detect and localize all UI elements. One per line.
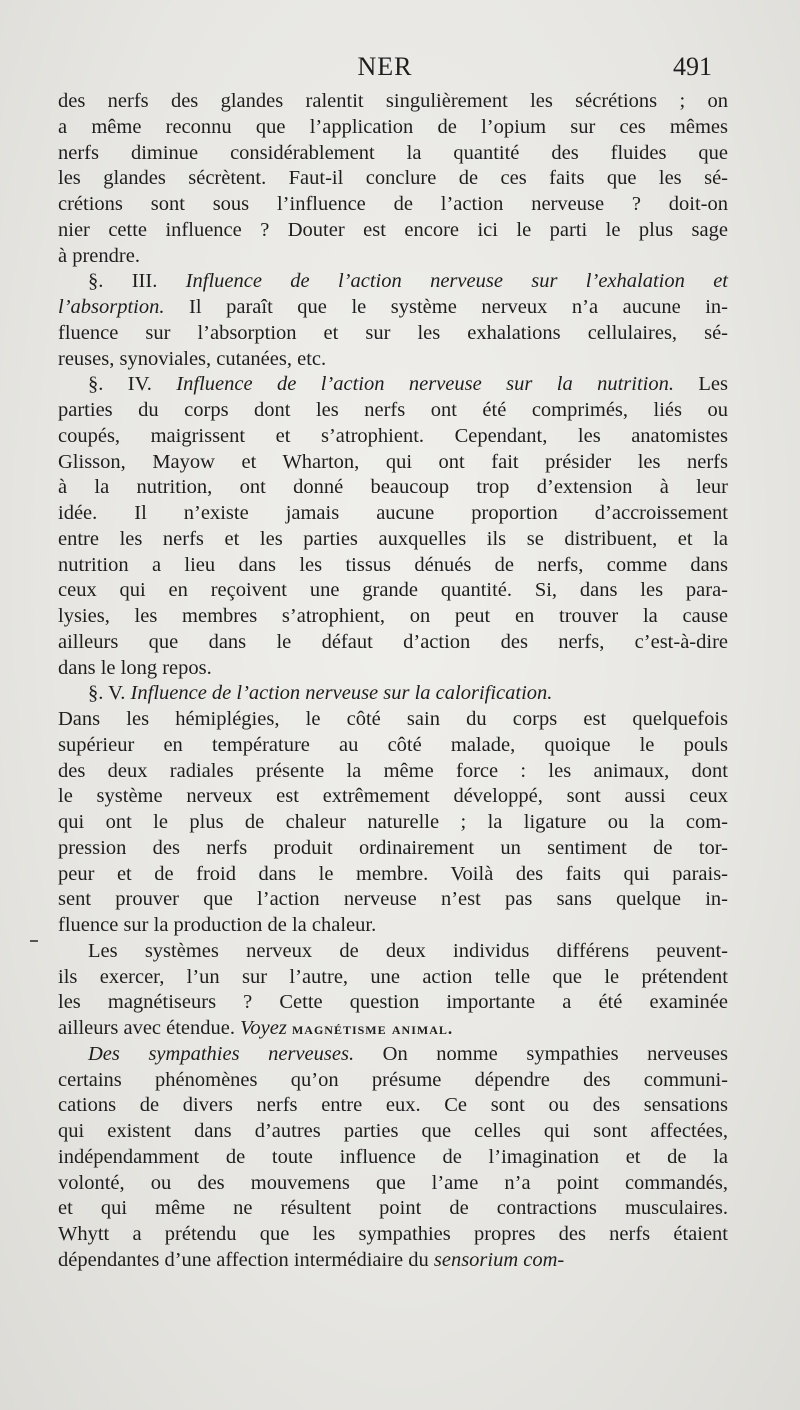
italic-text: Des sympathies nerveuses.	[88, 1042, 355, 1065]
text-segment: peur et de froid dans le membre. Voilà des faits qui parais-	[58, 862, 728, 885]
text-line	[58, 295, 728, 321]
text-line	[58, 475, 728, 501]
text-segment: Les systèmes nerveux de deux individus différens peuvent-	[88, 939, 728, 962]
text-line	[58, 1196, 728, 1222]
text-segment: dans le long repos.	[58, 656, 212, 679]
text-line	[58, 269, 728, 295]
text-segment: nerfs diminue considérablement la quantité des fluides que	[58, 141, 728, 164]
text-line	[58, 321, 728, 347]
text-segment: certains phénomènes qu’on présume dépendre des communi-	[58, 1068, 728, 1091]
text-segment: §. IV.	[88, 373, 177, 396]
text-segment: §. V.	[88, 682, 131, 705]
text-line	[58, 604, 728, 630]
text-segment: ailleurs avec étendue.	[58, 1017, 241, 1039]
text-line	[58, 990, 728, 1016]
text-segment: et qui même ne résultent point de contractions musculaires.	[58, 1197, 728, 1220]
text-line	[58, 913, 728, 939]
text-segment: qui ont le plus de chaleur naturelle ; la ligature ou la com-	[58, 811, 728, 833]
text-segment: supérieur en température au côté malade, quoique le pouls	[58, 733, 728, 756]
text-line	[58, 166, 728, 192]
italic-text: Voyez	[240, 1017, 287, 1039]
text-segment: reuses, synoviales, cutanées, etc.	[58, 347, 327, 370]
text-segment: Il paraît que le système nerveux n’a aucune in-	[164, 296, 728, 318]
text-segment: des deux radiales présente la même force : les animaux, dont	[58, 759, 728, 782]
text-line	[58, 1016, 728, 1042]
body-text	[58, 89, 728, 1274]
text-line	[58, 115, 728, 141]
text-line	[58, 836, 728, 862]
text-line	[58, 398, 728, 424]
text-segment: nier cette influence ? Douter est encore ici le parti le plus sage	[58, 218, 728, 241]
text-segment: fluence sur la production de la chaleur.	[58, 914, 377, 936]
text-segment: ceux qui en reçoivent une grande quantité. Si, dans les para-	[58, 579, 728, 602]
text-line	[58, 862, 728, 888]
italic-text: Influence de l’action nerveuse sur l’exhalation et	[185, 270, 728, 293]
italic-text: Influence de l’action nerveuse sur la calorification.	[130, 682, 553, 705]
text-segment: Les	[673, 373, 728, 396]
text-line	[58, 192, 728, 218]
text-line	[58, 1068, 728, 1094]
text-segment: nutrition a lieu dans les tissus dénués de nerfs, comme dans	[58, 553, 728, 576]
text-line	[58, 1171, 728, 1197]
text-segment: coupés, maigrissent et s’atrophient. Cependant, les anatomistes	[58, 424, 728, 447]
text-segment: à la nutrition, ont donné beaucoup trop d’extension à leur	[58, 476, 728, 499]
text-segment: parties du corps dont les nerfs ont été comprimés, liés ou	[58, 399, 728, 421]
text-line	[58, 707, 728, 733]
text-segment: les glandes sécrètent. Faut-il conclure de ces faits que les sé-	[58, 167, 728, 190]
text-line	[58, 1119, 728, 1145]
text-line	[58, 1042, 728, 1068]
text-segment: cations de divers nerfs entre eux. Ce sont ou des sensations	[58, 1094, 728, 1117]
text-line	[58, 244, 728, 270]
text-segment: Glisson, Mayow et Wharton, qui ont fait présider les nerfs	[58, 450, 728, 473]
text-segment: des nerfs des glandes ralentit singulièrement les sécrétions ; on	[58, 90, 728, 112]
page-number: 491	[673, 52, 712, 81]
small-caps-text: magnétisme animal.	[291, 1019, 454, 1038]
text-segment: à prendre.	[58, 244, 140, 267]
text-line	[58, 887, 728, 913]
text-segment: crétions sont sous l’influence de l’action nerveuse ? doit-on	[58, 193, 728, 215]
text-line	[58, 1145, 728, 1171]
text-line	[58, 1248, 728, 1274]
italic-text: sensorium com-	[433, 1248, 565, 1271]
text-line	[58, 347, 728, 373]
text-line	[58, 553, 728, 579]
text-segment: idée. Il n’existe jamais aucune proportion d’accroissement	[58, 502, 728, 524]
text-segment: ailleurs que dans le défaut d’action des nerfs, c’est-à-dire	[58, 630, 728, 653]
text-segment: lysies, les membres s’atrophient, on peut en trouver la cause	[58, 605, 728, 627]
text-line	[58, 450, 728, 476]
text-segment: dépendantes d’une affection intermédiaire du	[58, 1248, 434, 1271]
text-segment: les magnétiseurs ? Cette question importante a été examinée	[58, 991, 728, 1014]
italic-text: l’absorption.	[58, 296, 165, 318]
text-segment: a même reconnu que l’application de l’opium sur ces mêmes	[58, 115, 728, 138]
text-segment: volonté, ou des mouvemens que l’ame n’a point commandés,	[58, 1171, 728, 1194]
text-segment: fluence sur l’absorption et sur les exhalations cellulaires, sé-	[58, 321, 728, 344]
text-segment: Whytt a prétendu que les sympathies propres des nerfs étaient	[58, 1223, 728, 1245]
text-line	[58, 810, 728, 836]
text-line	[58, 784, 728, 810]
text-segment: le système nerveux est extrêmement développé, sont aussi ceux	[58, 785, 728, 808]
text-line	[58, 965, 728, 991]
text-segment: pression des nerfs produit ordinairement un sentiment de tor-	[58, 836, 728, 859]
text-line	[58, 1222, 728, 1248]
text-line	[58, 89, 728, 115]
text-segment: Dans les hémiplégies, le côté sain du corps est quelquefois	[58, 708, 728, 730]
text-segment: sent prouver que l’action nerveuse n’est pas sans quelque in-	[58, 888, 728, 911]
margin-dash-mark	[30, 940, 38, 942]
text-line	[58, 939, 728, 965]
text-line	[58, 527, 728, 553]
text-line	[58, 218, 728, 244]
italic-text: Influence de l’action nerveuse sur la nutrition.	[176, 373, 674, 396]
text-line	[58, 501, 728, 527]
text-line	[58, 656, 728, 682]
text-line	[58, 578, 728, 604]
text-line	[58, 372, 728, 398]
text-segment: entre les nerfs et les parties auxquelles ils se distribuent, et la	[58, 527, 728, 550]
text-line	[58, 733, 728, 759]
text-segment: ils exercer, l’un sur l’autre, une action telle que le prétendent	[58, 965, 728, 988]
running-head: NER	[357, 52, 413, 81]
text-segment: indépendamment de toute influence de l’imagination et de la	[58, 1145, 728, 1168]
text-line	[58, 681, 728, 707]
text-segment: On nomme sympathies nerveuses	[354, 1042, 728, 1065]
text-line	[58, 141, 728, 167]
text-line	[58, 759, 728, 785]
text-segment: qui existent dans d’autres parties que celles qui sont affectées,	[58, 1120, 728, 1142]
text-line	[58, 630, 728, 656]
text-segment: §. III.	[88, 270, 186, 293]
text-line	[58, 424, 728, 450]
page-header	[58, 52, 712, 86]
text-line	[58, 1093, 728, 1119]
